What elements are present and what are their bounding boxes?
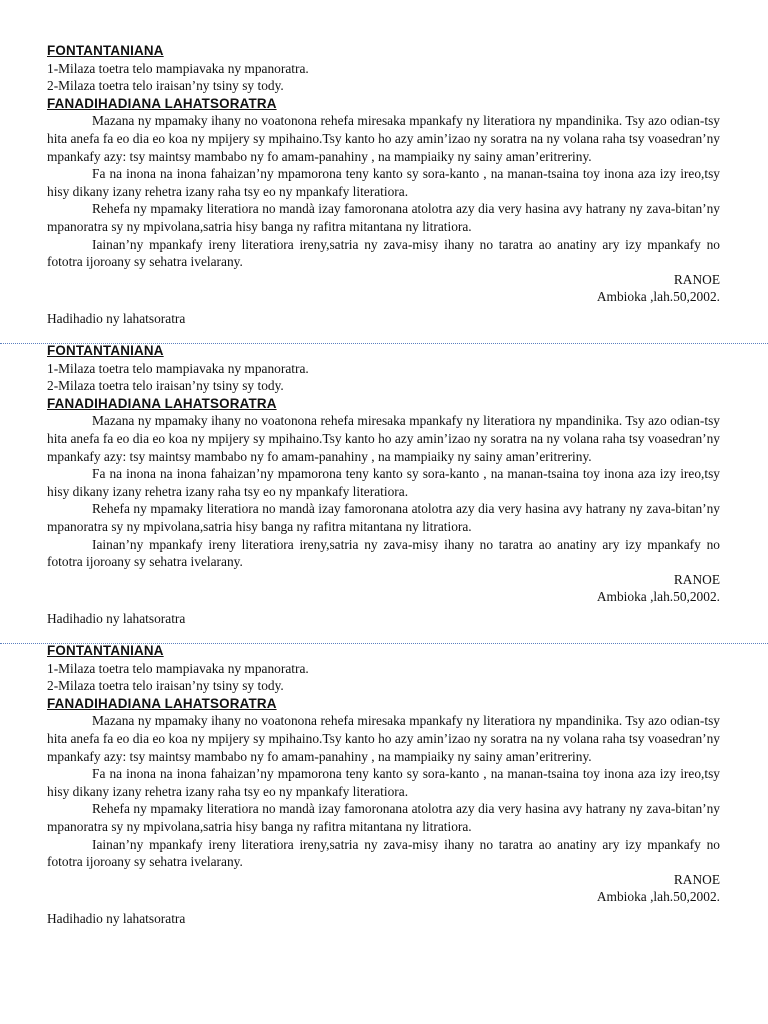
author-name: RANOE (673, 271, 720, 287)
paragraph-4: Iainan’ny mpankafy ireny literatiora ireny,satria ny zava-misy ihany no taratra ao anatiny ary izy mpankafy no fototra ijoroany sy sehatra ivelarany. (47, 536, 720, 570)
question-2: 2-Milaza toetra telo iraisan’ny tsiny sy tody. (47, 78, 284, 94)
instruction-footer: Hadihadio ny lahatsoratra (47, 310, 186, 326)
instruction-footer: Hadihadio ny lahatsoratra (47, 910, 186, 926)
paragraph-4: Iainan’ny mpankafy ireny literatiora ireny,satria ny zava-misy ihany no taratra ao anatiny ary izy mpankafy no fototra ijoroany sy sehatra ivelarany. (47, 236, 720, 270)
question-1: 1-Milaza toetra telo mampiavaka ny mpanoratra. (47, 660, 309, 676)
question-1: 1-Milaza toetra telo mampiavaka ny mpanoratra. (47, 360, 309, 376)
exercise-block-2 (47, 342, 720, 628)
paragraph-1: Mazana ny mpamaky ihany no voatonona rehefa miresaka mpankafy ny literatiora ny mpandinika. Tsy azo odian-tsy hita anefa fa eo dia eo koa ny mpijery sy mpihaino.Tsy kanto ho azy amin’izao ny soratra na ny volana raha tsy voasedran’ny mpankafy azy: tsy maintsy mambabo ny fo amam-panahiny , na mampiaiky ny sainy aman’eritreriny. (47, 113, 720, 164)
exercise-block-1 (47, 42, 720, 328)
section-heading-analysis: FANADIHADIANA LAHATSORATRA (47, 695, 277, 711)
question-2: 2-Milaza toetra telo iraisan’ny tsiny sy tody. (47, 678, 284, 694)
source-citation: Ambioka ,lah.50,2002. (596, 589, 720, 605)
section-heading-analysis: FANADIHADIANA LAHATSORATRA (47, 95, 277, 111)
source-citation: Ambioka ,lah.50,2002. (596, 889, 720, 905)
question-2: 2-Milaza toetra telo iraisan’ny tsiny sy tody. (47, 378, 284, 394)
question-1: 1-Milaza toetra telo mampiavaka ny mpanoratra. (47, 60, 309, 76)
paragraph-3: Rehefa ny mpamaky literatiora no mandà izay famoronana atolotra azy dia very hasina avy hatrany ny zava-bitan’ny mpanoratra sy ny mpivolana,satria hisy banga ny rafitra mitantana ny litratiora. (47, 501, 720, 534)
paragraph-2: Fa na inona na inona fahaizan’ny mpamorona teny kanto sy sora-kanto , na manan-tsaina toy inona aza izy ireo,tsy hisy dikany izany rehetra izany raha tsy eo ny mpankafy literatiora. (47, 466, 720, 499)
author-name: RANOE (673, 571, 720, 587)
source-citation: Ambioka ,lah.50,2002. (596, 289, 720, 305)
paragraph-4: Iainan’ny mpankafy ireny literatiora ireny,satria ny zava-misy ihany no taratra ao anatiny ary izy mpankafy no fototra ijoroany sy sehatra ivelarany. (47, 836, 720, 870)
paragraph-3: Rehefa ny mpamaky literatiora no mandà izay famoronana atolotra azy dia very hasina avy hatrany ny zava-bitan’ny mpanoratra sy ny mpivolana,satria hisy banga ny rafitra mitantana ny litratiora. (47, 801, 720, 834)
paragraph-3: Rehefa ny mpamaky literatiora no mandà izay famoronana atolotra azy dia very hasina avy hatrany ny zava-bitan’ny mpanoratra sy ny mpivolana,satria hisy banga ny rafitra mitantana ny litratiora. (47, 201, 720, 234)
section-heading-analysis: FANADIHADIANA LAHATSORATRA (47, 395, 277, 411)
exercise-block-3 (47, 642, 720, 928)
author-name: RANOE (673, 871, 720, 887)
paragraph-2: Fa na inona na inona fahaizan’ny mpamorona teny kanto sy sora-kanto , na manan-tsaina toy inona aza izy ireo,tsy hisy dikany izany rehetra izany raha tsy eo ny mpankafy literatiora. (47, 166, 720, 199)
section-heading-questions: FONTANTANIANA (47, 43, 164, 58)
paragraph-1: Mazana ny mpamaky ihany no voatonona rehefa miresaka mpankafy ny literatiora ny mpandinika. Tsy azo odian-tsy hita anefa fa eo dia eo koa ny mpijery sy mpihaino.Tsy kanto ho azy amin’izao ny soratra na ny volana raha tsy voasedran’ny mpankafy azy: tsy maintsy mambabo ny fo amam-panahiny , na mampiaiky ny sainy aman’eritreriny. (47, 713, 720, 764)
paragraph-1: Mazana ny mpamaky ihany no voatonona rehefa miresaka mpankafy ny literatiora ny mpandinika. Tsy azo odian-tsy hita anefa fa eo dia eo koa ny mpijery sy mpihaino.Tsy kanto ho azy amin’izao ny soratra na ny volana raha tsy voasedran’ny mpankafy azy: tsy maintsy mambabo ny fo amam-panahiny , na mampiaiky ny sainy aman’eritreriny. (47, 413, 720, 464)
instruction-footer: Hadihadio ny lahatsoratra (47, 610, 186, 626)
paragraph-2: Fa na inona na inona fahaizan’ny mpamorona teny kanto sy sora-kanto , na manan-tsaina toy inona aza izy ireo,tsy hisy dikany izany rehetra izany raha tsy eo ny mpankafy literatiora. (47, 766, 720, 799)
section-heading-questions: FONTANTANIANA (47, 343, 164, 358)
section-heading-questions: FONTANTANIANA (47, 643, 164, 658)
